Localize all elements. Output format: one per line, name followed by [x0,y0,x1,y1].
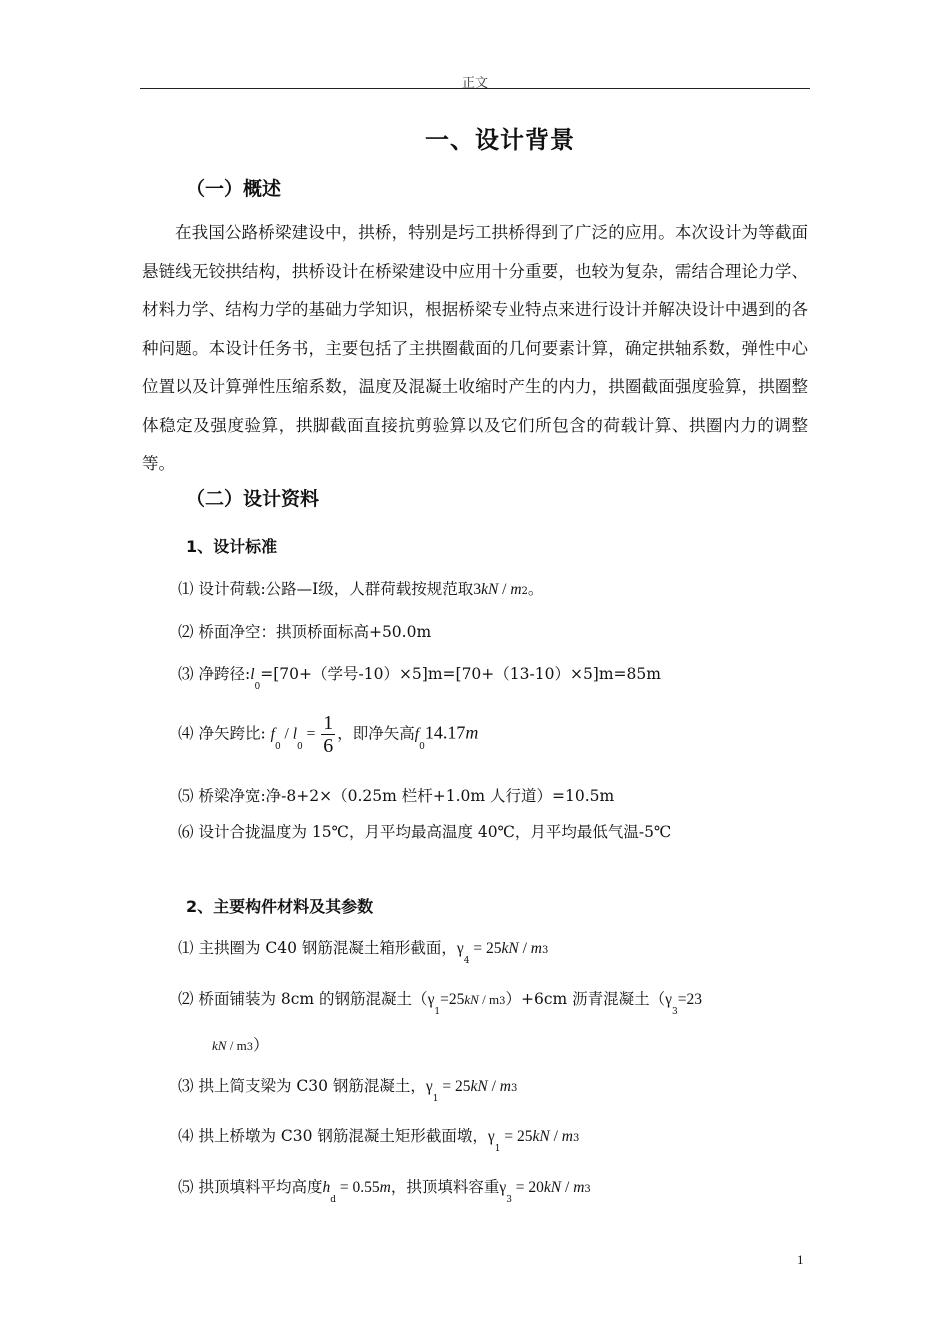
material-item-4: ⑷ 拱上桥墩为 C30 钢筋混凝土矩形截面墩，$\gamma_1 = 25kN / m3$ [178,1127,580,1154]
overview-paragraph: 在我国公路桥梁建设中，拱桥，特别是圬工拱桥得到了广泛的应用。本次设计为等截面悬链线无铰拱结构，拱桥设计在桥梁建设中应用十分重要，也较为复杂，需结合理论力学、材料力学、结构力学的基础力学知识，根据桥梁专业特点来进行设计并解决设计中遇到的各种问题。本设计任务书，主要包括了主拱圈截面的几何要素计算，确定拱轴系数，弹性中心位置以及计算弹性压缩系数，温度及混凝土收缩时产生的内力，拱圈截面强度验算，拱圈整体稳定及强度验算，拱脚截面直接抗剪验算以及它们所包含的荷载计算、拱圈内力的调整等。 [142,223,808,473]
material-item-5: ⑸ 拱顶填料平均高度$h_d = 0.55m$，拱顶填料容重$\gamma_3 = 20kN / m3$ [178,1178,591,1205]
standard-item-1: ⑴ 设计荷载:公路—Ⅰ级，人群荷载按规范取3kN / m2。 [178,580,544,598]
item-number: ⑴ [178,939,194,957]
subheading-design-standards: 1、设计标准 [186,537,278,556]
item-number: ⑷ [178,1127,194,1145]
page-number: 1 [797,1252,804,1267]
item-number: ⑵ [178,990,194,1008]
material-item-3: ⑶ 拱上简支梁为 C30 钢筋混凝土，$\gamma_1 = 25kN / m3$ [178,1077,518,1104]
material-item-1: ⑴ 主拱圈为 C40 钢筋混凝土箱形截面，$\gamma_4 = 25kN / m3$ [178,939,549,966]
item-number: ⑹ [178,823,194,841]
running-header: 正文 [461,76,488,91]
item-number: ⑵ [178,623,194,641]
standard-item-4: ⑷ 净矢跨比: $f_0 / l_0$ = $\frac{1}{6}$ ，即净矢高$f_014.17m$ [178,712,479,757]
standard-item-5: ⑸ 桥梁净宽:净-8+2×（0.25m 栏杆+1.0m 人行道）=10.5m [178,787,615,805]
material-item-2: ⑵ 桥面铺装为 8cm 的钢筋混凝土$(\gamma_1=25kN / m3)+6cm$ 沥青混凝土（$\gamma_3=23$ [178,990,702,1017]
item-number: ⑶ [178,665,194,683]
standard-item-3: ⑶ 净跨径$:l_0=[70+$（学号-10）×5]m=[70+（13-10）×5]m=85m [178,665,661,692]
item-number: ⑸ [178,787,194,805]
section-heading-overview: （一）概述 [186,178,282,200]
header-rule [140,88,810,89]
item-number: ⑶ [178,1077,194,1095]
standard-item-6: ⑹ 设计合拢温度为 15℃，月平均最高温度 40℃，月平均最低气温-5℃ [178,823,672,841]
item-number: ⑸ [178,1178,194,1196]
fraction: $\frac{1}{6}$ [323,712,334,757]
item-number: ⑷ [178,724,194,743]
material-item-2-continuation: kN / m3） [212,1036,269,1054]
section-heading-design-data: （二）设计资料 [186,488,320,510]
subheading-materials: 2、主要构件材料及其参数 [186,897,374,916]
chapter-title: 一、设计背景 [425,126,575,154]
item-number: ⑴ [178,580,194,598]
standard-item-2: ⑵ 桥面净空：拱顶桥面标高+50.0m [178,623,432,641]
